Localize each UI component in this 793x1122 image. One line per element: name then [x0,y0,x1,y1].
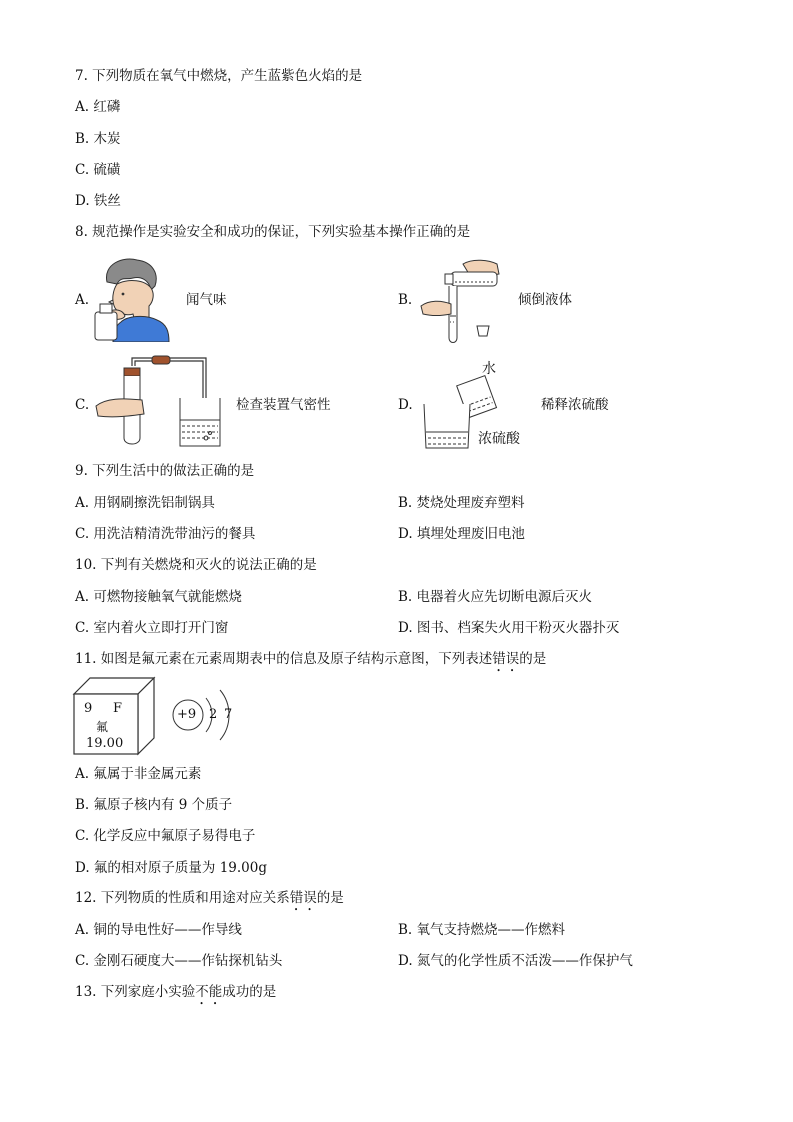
q8-option-a-letter: A. [75,292,90,308]
element-number: 9 [84,701,93,716]
q12-stem-emphasis: 错误 [289,890,317,906]
q12-option-d: D. 氮气的化学性质不活泼——作保护气 [398,953,633,969]
element-symbol: F [113,701,123,716]
q10-option-c: C. 室内着火立即打开门窗 [75,620,229,636]
q9-option-b: B. 焚烧处理废弃塑料 [398,495,525,511]
q8-stem: 8. 规范操作是实验安全和成功的保证，下列实验基本操作正确的是 [75,224,471,240]
q13-stem-suffix: 成功的是 [222,984,277,1000]
q7-option-d: D. 铁丝 [75,193,121,209]
q11-stem-emphasis: 错误 [492,651,520,667]
q10-option-b: B. 电器着火应先切断电源后灭火 [398,589,593,605]
shell-2-electrons: 7 [224,707,233,722]
q11-stem-prefix: 11. 如图是氟元素在元素周期表中的信息及原子结构示意图，下列表述 [75,651,493,667]
q8-option-b-letter: B. [398,292,413,308]
q12-option-a: A. 铜的导电性好——作导线 [75,922,242,938]
q13-stem-prefix: 13. 下列家庭小实验 [75,984,196,1000]
pour-liquid-illustration [415,256,505,348]
element-mass: 19.00 [86,736,124,751]
acid-label: 浓硫酸 [478,431,520,447]
airtightness-check-illustration [94,354,224,450]
q13-stem [75,983,276,1008]
q8-option-a-caption: 闻气味 [186,292,227,308]
q11-option-c: C. 化学反应中氟原子易得电子 [75,828,256,844]
q8-option-c-letter: C. [75,397,90,413]
q13-stem-emphasis: 不能 [195,984,223,1000]
q8-option-d-letter: D. [398,397,413,413]
q11-option-d: D. 氟的相对原子质量为 19.00g [75,860,268,876]
q7-option-b: B. 木炭 [75,131,121,147]
nucleus-charge: +9 [177,707,197,722]
q10-option-a: A. 可燃物接触氧气就能燃烧 [75,589,242,605]
q12-option-b: B. 氧气支持燃烧——作燃料 [398,922,566,938]
q8-option-c-caption: 检查装置气密性 [236,397,331,413]
q12-stem-prefix: 12. 下列物质的性质和用途对应关系 [75,890,290,906]
element-name: 氟 [96,720,109,734]
q11-stem [75,650,546,675]
q7-option-c: C. 硫磺 [75,162,121,178]
q12-option-c: C. 金刚石硬度大——作钻探机钻头 [75,953,283,969]
q8-option-d-caption: 稀释浓硫酸 [541,397,609,413]
q11-stem-suffix: 的是 [519,651,547,667]
water-label: 水 [482,361,496,377]
smell-gas-illustration [93,256,171,342]
q7-option-a: A. 红磷 [75,99,121,115]
q11-option-b: B. 氟原子核内有 9 个质子 [75,797,233,813]
q9-stem: 9. 下列生活中的做法正确的是 [75,463,255,479]
q10-option-d: D. 图书、档案失火用干粉灭火器扑灭 [398,620,620,636]
shell-1-electrons: 2 [209,707,218,722]
q12-stem-suffix: 的是 [316,890,344,906]
q10-stem: 10. 下判有关燃烧和灭火的说法正确的是 [75,557,317,573]
q11-option-a: A. 氟属于非金属元素 [75,766,202,782]
q9-option-a: A. 用钢刷擦洗铝制锅具 [75,495,215,511]
q7-stem: 7. 下列物质在氧气中燃烧，产生蓝紫色火焰的是 [75,68,363,84]
q12-stem [75,889,344,914]
q9-option-c: C. 用洗洁精清洗带油污的餐具 [75,526,256,542]
q8-option-b-caption: 倾倒液体 [518,292,572,308]
q9-option-d: D. 填埋处理废旧电池 [398,526,525,542]
